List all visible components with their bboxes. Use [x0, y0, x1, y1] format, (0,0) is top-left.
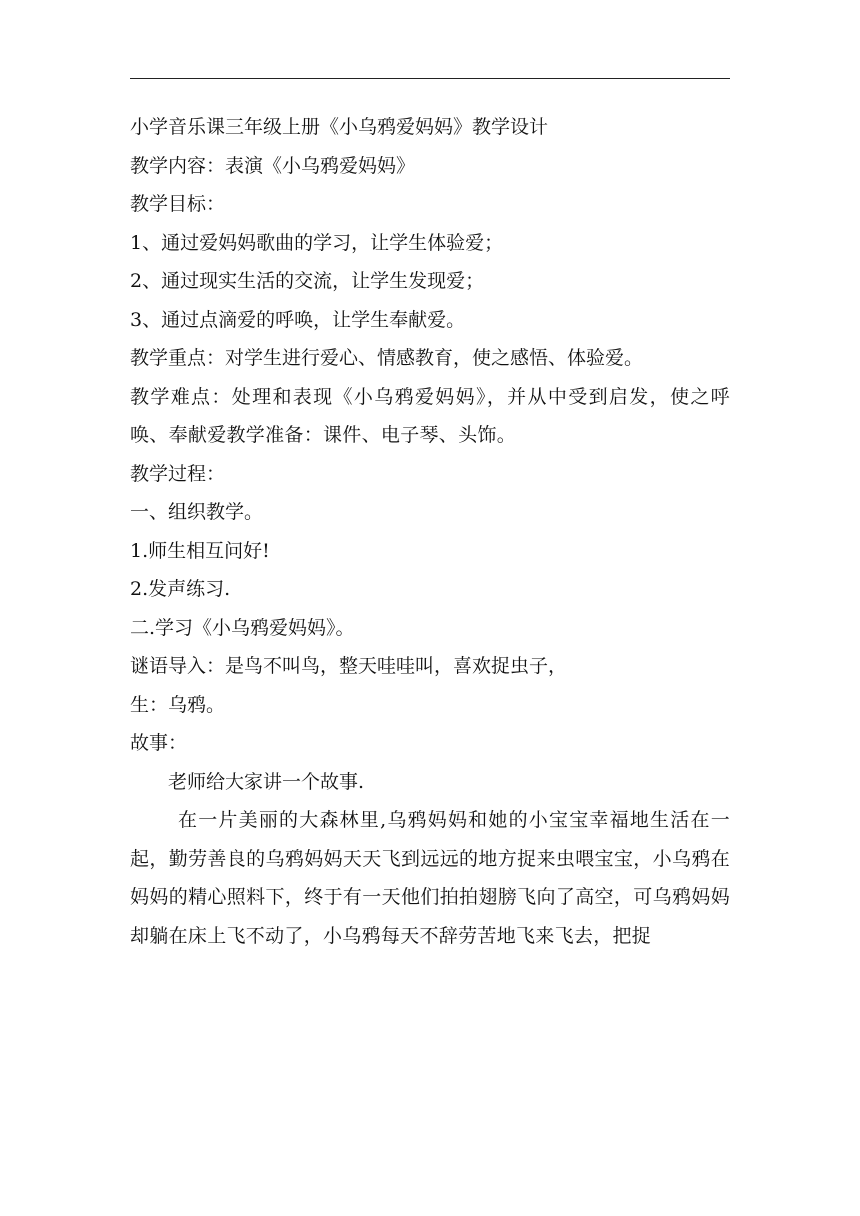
riddle-intro: 谜语导入：是鸟不叫鸟，整天哇哇叫，喜欢捉虫子，: [130, 655, 568, 677]
document-body: [130, 108, 730, 955]
story-heading: 故事：: [130, 732, 188, 754]
student-answer: 生：乌鸦。: [130, 693, 226, 716]
story-paragraph: 在一片美丽的大森林里,乌鸦妈妈和她的小宝宝幸福地生活在一起，勤劳善良的乌鸦妈妈天天飞到远远的地方捉来虫喂宝宝，小乌鸦在妈妈的精心照料下，终于有一天他们拍拍翅膀飞向了高空，可乌鸦妈妈却躺在床上飞不动了，小乌鸦每天不辞劳苦地飞来飞去，把捉: [130, 809, 730, 947]
teaching-process-heading: 教学过程：: [130, 462, 226, 485]
section-learn-song: 二.学习《小乌鸦爱妈妈》。: [130, 616, 355, 639]
teaching-focus: 教学重点：对学生进行爱心、情感教育，使之感悟、体验爱。: [130, 347, 644, 369]
section-organize-teaching: 一、组织教学。: [130, 501, 264, 523]
teaching-goals-heading: 教学目标：: [130, 193, 226, 215]
goal-item-1: 1、通过爱妈妈歌曲的学习，让学生体验爱；: [130, 231, 504, 254]
step-greeting: 1.师生相互问好!: [130, 539, 270, 562]
step-vocal-practice: 2.发声练习.: [130, 578, 231, 600]
header-rule: [130, 78, 730, 79]
goal-item-3: 3、通过点滴爱的呼唤，让学生奉献爱。: [130, 308, 466, 331]
story-intro: 老师给大家讲一个故事.: [168, 770, 365, 793]
teaching-difficulty: 教学难点：处理和表现《小乌鸦爱妈妈》，并从中受到启发，使之呼唤、奉献爱教学准备：课件、电子琴、头饰。: [130, 385, 730, 446]
teaching-content: 教学内容：表演《小乌鸦爱妈妈》: [130, 154, 416, 177]
goal-item-2: 2、通过现实生活的交流，让学生发现爱；: [130, 270, 485, 292]
document-title: 小学音乐课三年级上册《小乌鸦爱妈妈》教学设计: [130, 116, 549, 138]
